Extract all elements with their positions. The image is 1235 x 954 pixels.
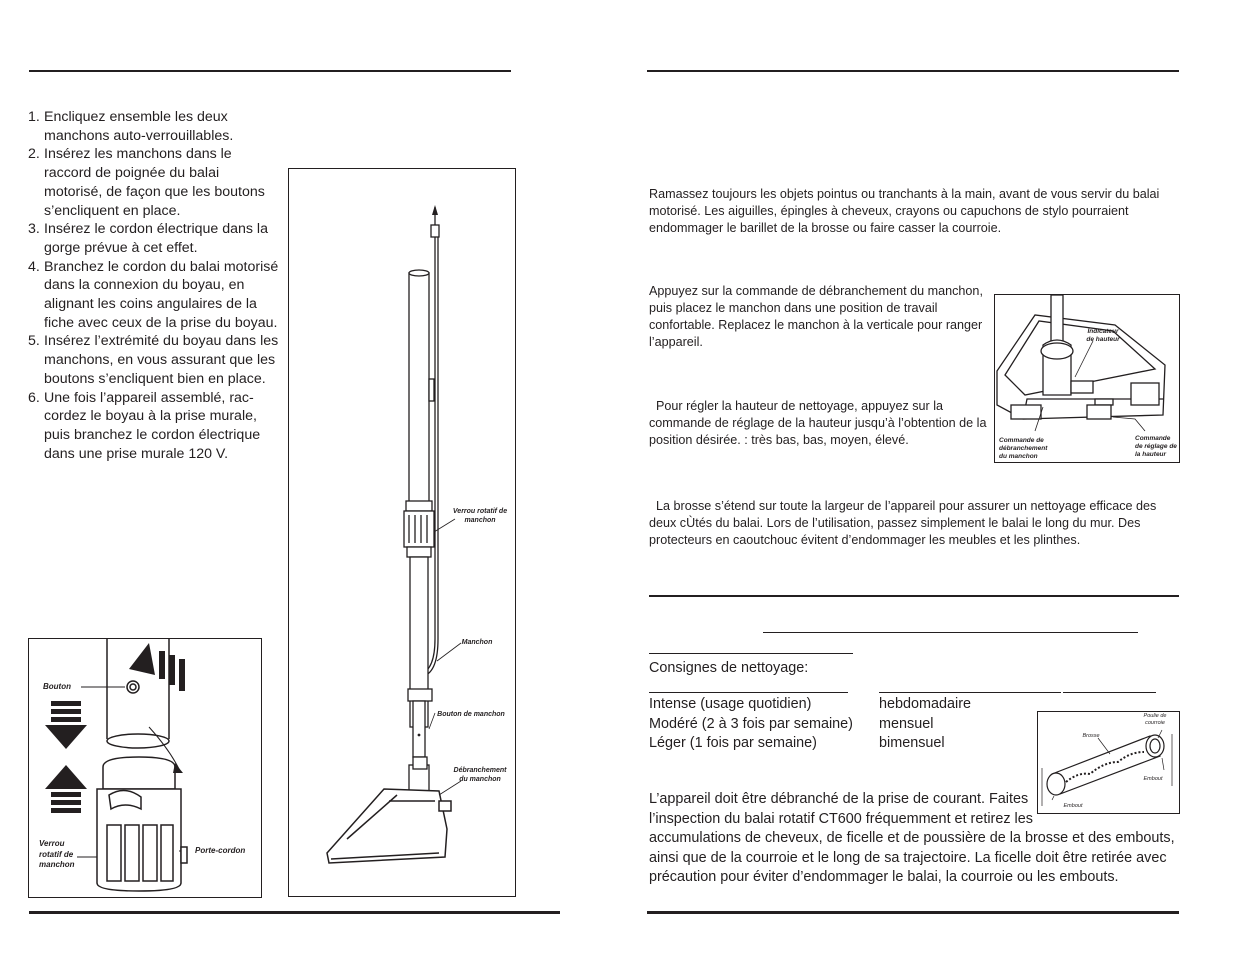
frequency-column xyxy=(879,695,971,754)
usage-row: Léger (1 fois par semaine) xyxy=(649,735,817,751)
label-end-cap-left: Embout xyxy=(1063,803,1083,809)
label-wand-release: Débranchement du manchon xyxy=(453,767,507,783)
assembly-step-line: s’encliquent en place. xyxy=(44,202,181,219)
wand-illustration xyxy=(288,168,516,897)
frequency-row: bimensuel xyxy=(879,735,945,751)
label-height-release: Commande de débranchement du manchon xyxy=(999,437,1048,460)
assembly-step xyxy=(28,332,290,388)
assembly-step-line: gorge prévue à cet effet. xyxy=(44,239,198,256)
assembly-step xyxy=(28,220,290,257)
assembly-step xyxy=(28,389,290,464)
edge-cleaning-text: La brosse s’étend sur toute la largeur de l’appareil pour assurer un nettoyage efficace des deux cÙtés du balai. Lors de l’utilisation, passez simplement le balai le long du mur. Des protecteurs en caoutchouc évitent d’endommager les meubles et les plinthes. xyxy=(649,499,1157,547)
left-top-rule xyxy=(29,70,511,72)
label-button: Bouton xyxy=(43,682,71,691)
table-header-rule-freq xyxy=(879,692,1061,693)
frequency-row: hebdomadaire xyxy=(879,696,972,712)
assembly-step-line: 2. Insérez les manchons dans le xyxy=(28,146,232,163)
assembly-step-number: 1. xyxy=(28,109,40,125)
table-header-rule-extra xyxy=(1063,692,1156,693)
assembly-step-number: 5. xyxy=(28,333,40,350)
assembly-step xyxy=(28,258,290,333)
label-height-adjust: Commande de réglage de la hauteur xyxy=(1135,435,1177,458)
assembly-step-number: 4. xyxy=(28,258,40,275)
maintenance-text xyxy=(649,790,1189,888)
label-cord-holder: Porte-cordon xyxy=(195,846,246,855)
cleaning-heading: Consignes de nettoyage: xyxy=(649,660,809,676)
assembly-step-line: alignant les coins angulaires de la xyxy=(44,296,257,313)
maintenance-line: L’appareil doit être débranché de la prise de courant. Faites xyxy=(649,791,1029,807)
assembly-step-line: dans la connexion du boyau, en xyxy=(44,277,245,294)
section-rule xyxy=(649,595,1179,597)
assembly-step-number: 6. xyxy=(28,389,40,406)
subheading-underline xyxy=(649,653,853,654)
maintenance-line: accumulations de cheveux, de ficelle et de poussière de la brosse et des embouts, xyxy=(649,830,1175,846)
right-top-rule xyxy=(647,70,1179,72)
assembly-step-line: raccord de poignée du balai xyxy=(44,165,220,182)
assembly-steps xyxy=(28,108,290,463)
label-swivel-lock: Verrou rotatif de manchon xyxy=(452,508,508,524)
assembly-step-line: boutons s’encliquent bien en place. xyxy=(44,370,266,387)
label-detail-swivel-lock: Verrou rotatif de manchon xyxy=(39,839,75,869)
assembly-step xyxy=(28,145,290,220)
assembly-step-line: motorisé, de façon que les boutons xyxy=(44,183,265,200)
assembly-step-line: manchons, en vous assurant que les xyxy=(44,352,276,369)
assembly-step-line: manchons auto-verrouillables. xyxy=(44,127,234,144)
assembly-step-line: dans une prise murale 120 V. xyxy=(44,445,229,462)
label-wand-button: Bouton de manchon xyxy=(437,711,505,718)
usage-row: Intense (usage quotidien) xyxy=(649,696,812,712)
assembly-step-line: puis branchez le cordon électrique xyxy=(44,426,261,443)
height-text: Pour régler la hauteur de nettoyage, appuyez sur la commande de réglage de la hauteur jusqu’à l’obtention de la position désirée. : très bas, bas, moyen, élevé. xyxy=(649,399,987,447)
wand-drawing xyxy=(289,169,515,896)
wand-detail-illustration xyxy=(28,638,262,898)
release-text: Appuyez sur la commande de débranchement du manchon, puis placez le manchon dans une position de travail confortable. Replacez le manchon à la verticale pour ranger l’appareil. xyxy=(649,284,983,349)
table-header-rule-usage xyxy=(649,692,848,693)
assembly-step-line: fiche avec ceux de la prise du boyau. xyxy=(44,314,278,331)
maintenance-line: précaution pour éviter d’endommager le balai, la courroie ou les embouts. xyxy=(649,869,1119,885)
assembly-step-line: 3. Insérez le cordon électrique dans la xyxy=(28,221,268,238)
assembly-step-line: cordez le boyau à la prise murale, xyxy=(44,408,257,425)
assembly-step-number: 2. xyxy=(28,146,40,163)
usage-column xyxy=(649,695,853,754)
assembly-step-line: 4. Branchez le cordon du balai motorisé xyxy=(28,258,279,275)
label-wand: Manchon xyxy=(461,639,493,646)
label-end-cap-right: Embout xyxy=(1143,776,1163,782)
heading-underline xyxy=(763,632,1138,633)
height-adjust-illustration xyxy=(994,294,1180,463)
label-brush: Brosse xyxy=(1082,733,1100,739)
frequency-row: mensuel xyxy=(879,715,934,732)
maintenance-line: ainsi que de la courroie et le long de sa trajectoire. La ficelle doit être retirée avec xyxy=(649,849,1167,866)
assembly-step xyxy=(28,108,290,145)
assembly-step-line: 5. Insérez l’extrémité du boyau dans les xyxy=(28,333,279,350)
assembly-step-number: 3. xyxy=(28,221,40,238)
left-bottom-rule xyxy=(29,911,560,914)
right-bottom-rule xyxy=(647,911,1179,914)
usage-row: Modéré (2 à 3 fois par semaine) xyxy=(649,715,853,732)
warning-text: Ramassez toujours les objets pointus ou tranchants à la main, avant de vous servir du balai motorisé. Les aiguilles, épingles à cheveux, crayons ou capuchons de stylo pourraient endommager le barillet de la brosse ou faire casser la courroie. xyxy=(649,187,1160,235)
assembly-step-line: 1. Encliquez ensemble les deux xyxy=(28,109,228,125)
label-belt-pulley: Poulie de courroie xyxy=(1143,713,1167,726)
label-height-indicator: Indicateur de hauteur xyxy=(1086,328,1120,343)
maintenance-line: l’inspection du balai rotatif CT600 fréquemment et retirez les xyxy=(649,810,1033,827)
assembly-step-line: 6. Une fois l’appareil assemblé, rac- xyxy=(28,389,254,406)
